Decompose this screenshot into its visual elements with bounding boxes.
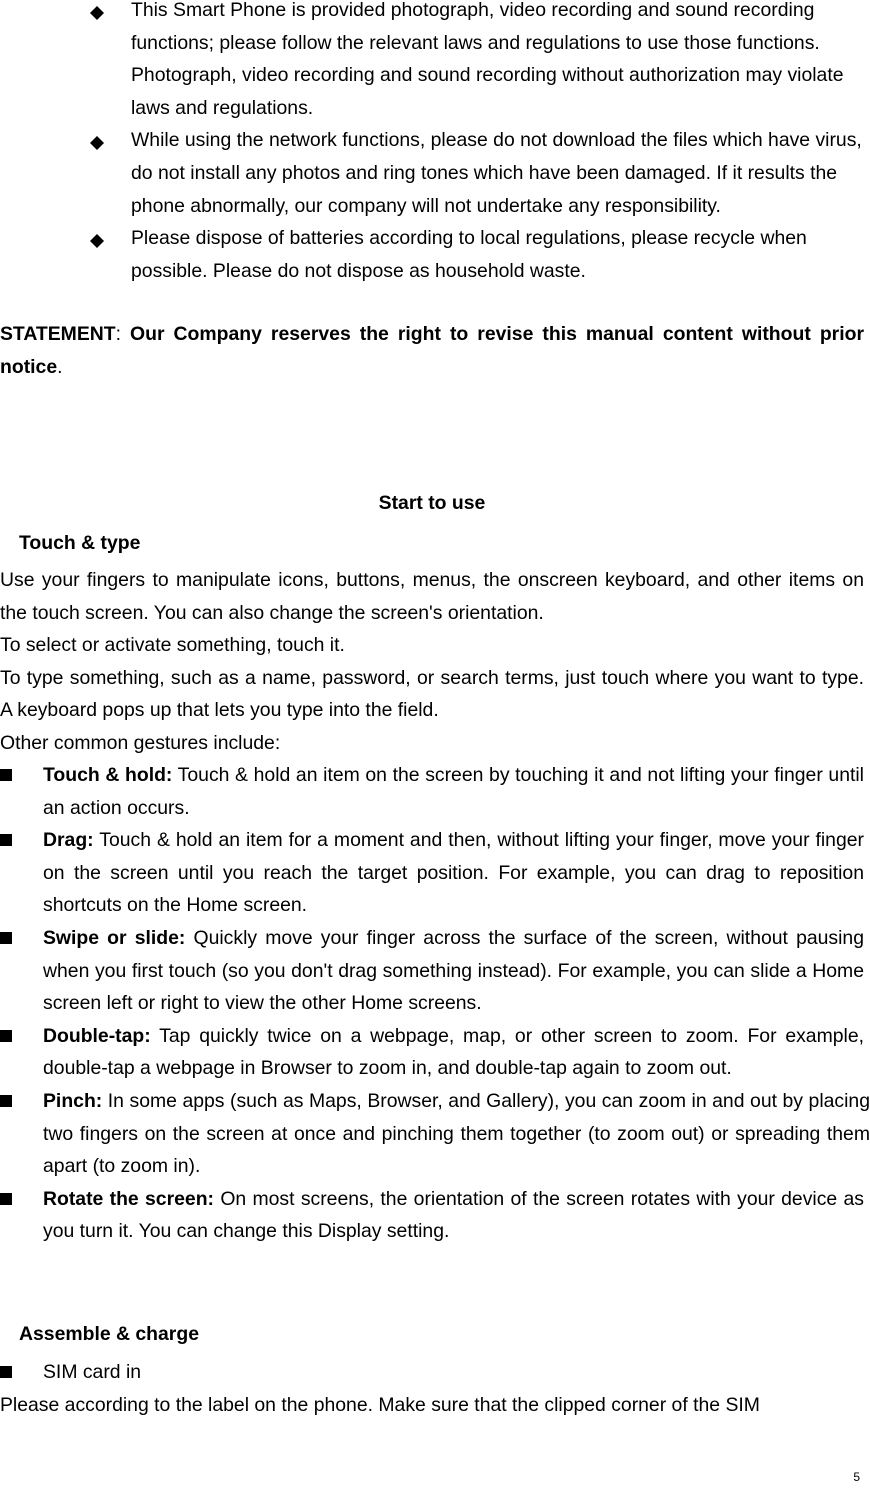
gesture-item (0, 1085, 870, 1183)
gesture-text: In some apps (such as Maps, Browser, and Gallery), you can zoom in and out by placing two fingers on the screen at once and pinching them together (to zoom out) or spreading them apart (to zoom in). (43, 1089, 870, 1178)
assemble-charge-heading: Assemble & charge (19, 1323, 199, 1345)
gesture-item (0, 1020, 864, 1085)
statement-text: Our Company reserves the right to revise this manual content without prior notice (0, 323, 864, 378)
statement-label: STATEMENT (0, 323, 116, 345)
statement (0, 318, 864, 383)
precaution-text: Please dispose of batteries according to local regulations, please recycle when possible. Please do not dispose as household waste. (131, 227, 807, 282)
gesture-term: Pinch: (43, 1089, 103, 1112)
gesture-text: Touch & hold an item on the screen by touching it and not lifting your finger until an action occurs. (43, 764, 864, 819)
square-bullet-icon (0, 1193, 12, 1205)
gesture-item (0, 759, 864, 824)
paragraph: To type something, such as a name, password, or search terms, just touch where you want to type. A keyboard pops up that lets you type into the field. (0, 666, 864, 722)
square-bullet-icon (0, 1366, 12, 1378)
square-bullet-icon (0, 1095, 12, 1107)
statement-separator: : (115, 323, 131, 345)
precaution-text: While using the network functions, please do not download the files which have virus, do not install any photos and ring tones which have been damaged. If it results the phone abnormally, our company will not undertake any responsibility. (131, 129, 862, 217)
page-number: 5 (853, 1470, 860, 1484)
gesture-item (0, 922, 864, 1020)
square-bullet-icon (0, 834, 12, 846)
gesture-text: Quickly move your finger across the surface of the screen, without pausing when you first touch (so you don't drag something instead). For example, you can slide a Home screen left or right to view the other Home screens. (43, 926, 865, 1015)
paragraph: To select or activate something, touch it. (0, 634, 345, 657)
gesture-text: Tap quickly twice on a webpage, map, or other screen to zoom. For example, double-tap a webpage in Browser to zoom in, and double-tap again to zoom out. (43, 1024, 864, 1080)
precaution-item (0, 124, 868, 222)
paragraph: Use your fingers to manipulate icons, buttons, menus, the onscreen keyboard, and other items on the touch screen. You can also change the screen's orientation. (0, 569, 864, 624)
precaution-text: This Smart Phone is provided photograph, video recording and sound recording functions; please follow the relevant laws and regulations to use those functions. Photograph, video recording and sound recording without authorization may violate laws and regulations. (131, 0, 844, 119)
gesture-item (0, 824, 864, 922)
gestures-list (0, 759, 870, 1248)
gesture-term: Swipe or slide: (43, 926, 186, 949)
touch-type-heading: Touch & type (19, 532, 141, 554)
statement-end: . (57, 355, 63, 378)
diamond-bullet-icon (90, 234, 104, 248)
gesture-term: Drag: (43, 829, 94, 852)
gesture-text: Touch & hold an item for a moment and then, without lifting your finger, move your finger on the screen until you reach the target position. For example, you can drag to reposition shortcuts on the Home screen. (43, 829, 864, 917)
sim-item (0, 1356, 864, 1389)
gesture-term: Double-tap: (43, 1024, 151, 1047)
square-bullet-icon (0, 769, 12, 781)
precaution-item (0, 222, 868, 287)
square-bullet-icon (0, 1030, 12, 1042)
gesture-item (0, 1183, 864, 1248)
diamond-bullet-icon (90, 6, 104, 20)
gesture-term: Rotate the screen: (43, 1187, 215, 1210)
precautions-list (0, 0, 868, 287)
sim-item-label: SIM card in (43, 1361, 142, 1383)
paragraph: Other common gestures include: (0, 731, 281, 754)
precaution-item (0, 0, 868, 124)
touch-intro (0, 564, 864, 760)
gesture-text: On most screens, the orientation of the screen rotates with your device as you turn it. You can change this Display setting. (43, 1187, 864, 1243)
section-title: Start to use (378, 492, 486, 514)
sim-text: Please according to the label on the phone. Make sure that the clipped corner of the SIM (0, 1393, 760, 1416)
sim-section (0, 1356, 864, 1421)
gesture-term: Touch & hold: (43, 764, 173, 786)
diamond-bullet-icon (90, 136, 104, 150)
square-bullet-icon (0, 932, 12, 944)
